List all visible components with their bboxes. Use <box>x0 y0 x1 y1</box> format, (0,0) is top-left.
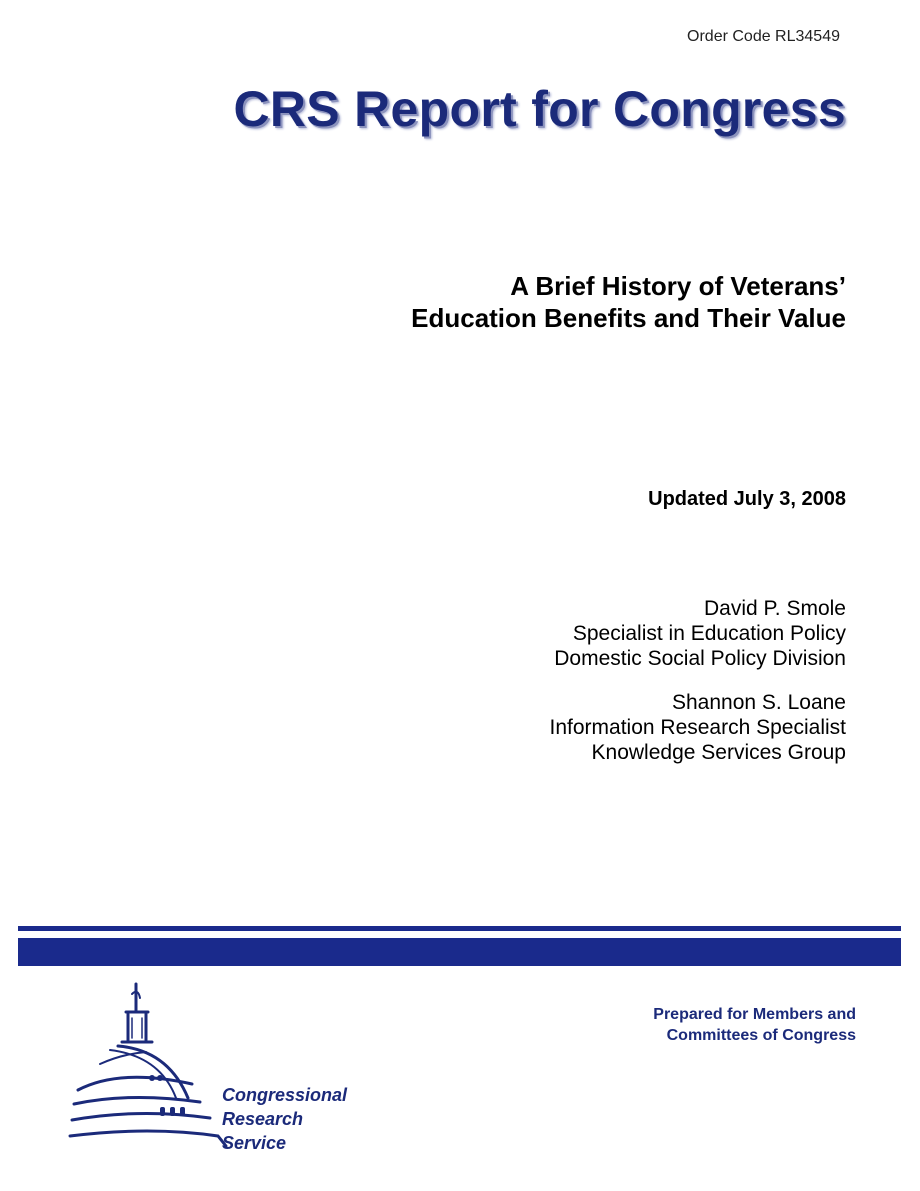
author-title: Information Research Specialist <box>549 716 846 739</box>
wordmark-line-2: Research <box>222 1109 304 1129</box>
report-banner: CRS Report for Congress <box>233 81 846 137</box>
order-code: Order Code RL34549 <box>687 28 840 45</box>
updated-date: Updated July 3, 2008 <box>648 488 846 510</box>
author-name: Shannon S. Loane <box>672 691 846 714</box>
wordmark-line-3: Service <box>222 1133 287 1153</box>
report-title-line-1: A Brief History of Veterans’ <box>510 271 846 301</box>
author-name: David P. Smole <box>703 597 846 620</box>
divider-bar <box>18 938 901 966</box>
wordmark-line-1: Congressional <box>222 1085 348 1105</box>
author-title: Specialist in Education Policy <box>572 622 846 645</box>
author-division: Domestic Social Policy Division <box>554 647 846 670</box>
divider-thin <box>18 926 901 931</box>
author-block <box>554 596 846 671</box>
author-division: Knowledge Services Group <box>591 741 846 764</box>
prepared-line-1: Prepared for Members and <box>653 1006 856 1023</box>
report-title <box>411 270 846 334</box>
author-block <box>550 690 846 765</box>
prepared-line-2: Committees of Congress <box>666 1027 856 1044</box>
prepared-for-note <box>653 1004 856 1046</box>
report-title-line-2: Education Benefits and Their Value <box>411 303 846 333</box>
crs-wordmark <box>222 1083 347 1155</box>
